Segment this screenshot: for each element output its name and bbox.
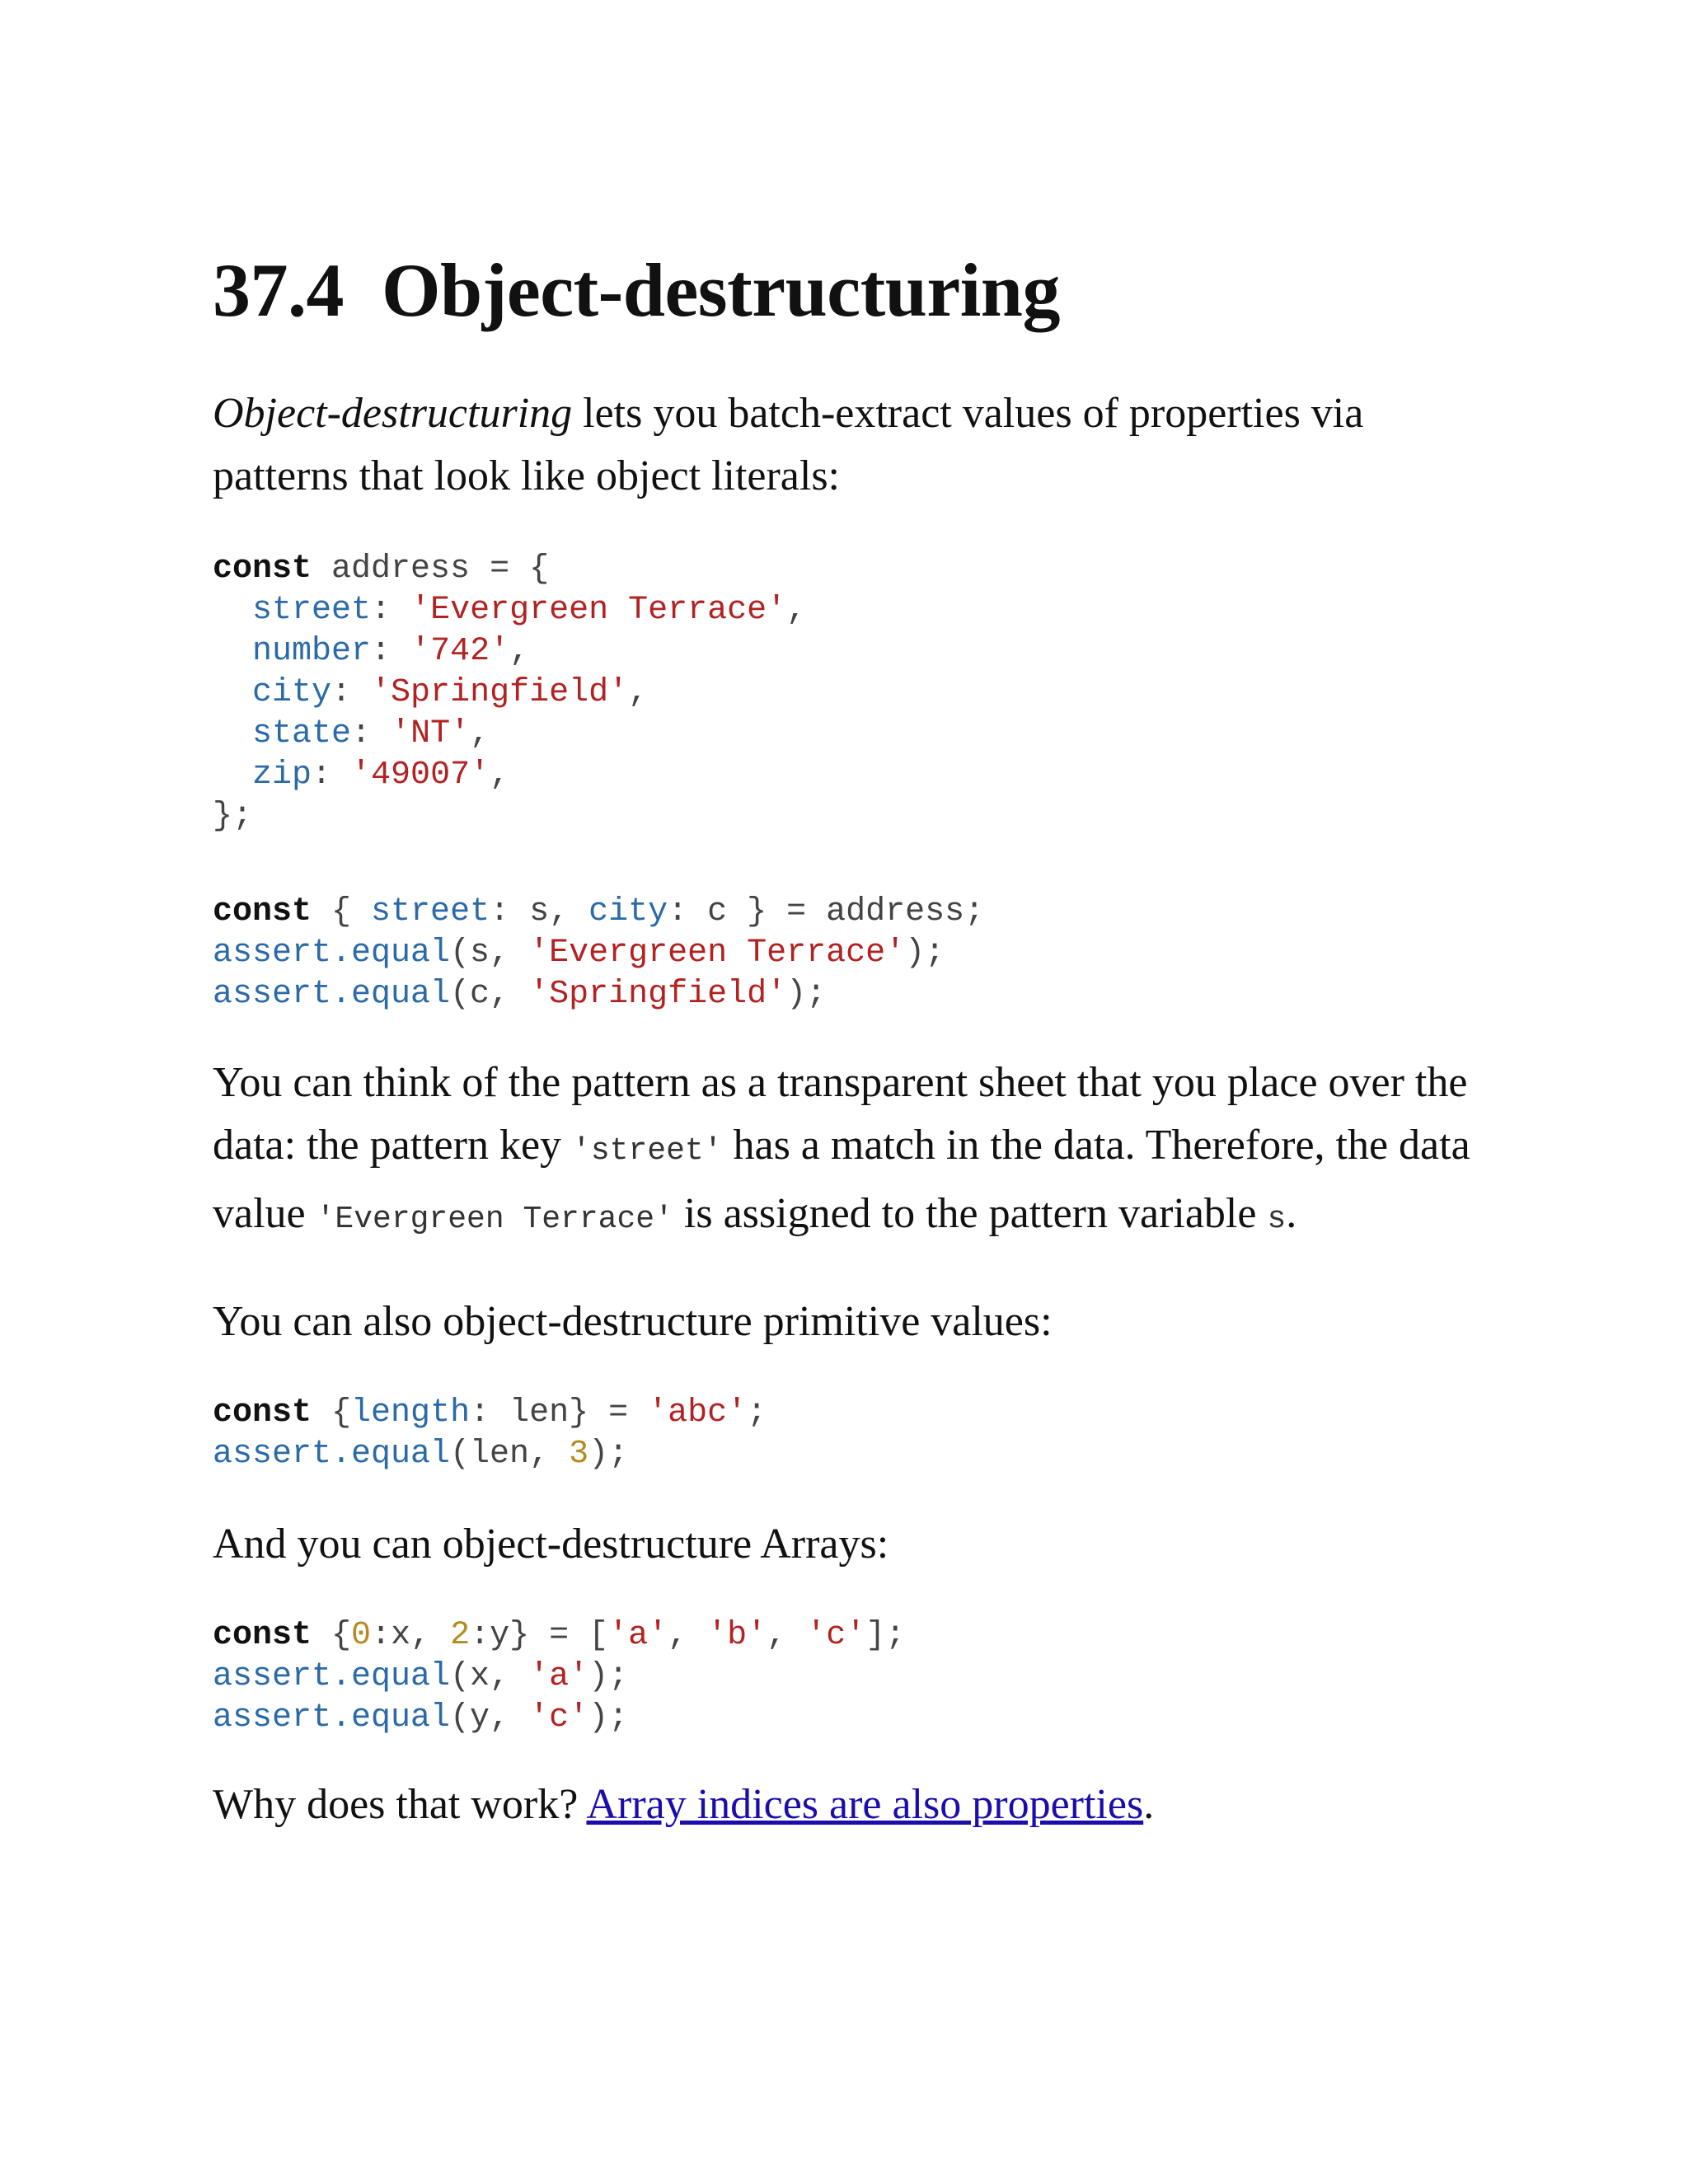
- arrays-paragraph: And you can object-destructure Arrays:: [213, 1520, 889, 1568]
- inline-code: 'street': [572, 1132, 723, 1169]
- code-line: city: 'Springfield',: [252, 673, 649, 711]
- code-line: state: 'NT',: [252, 715, 490, 752]
- code-line: street: 'Evergreen Terrace',: [252, 591, 807, 629]
- code-line: number: '742',: [252, 632, 530, 670]
- code-line: assert.equal(len, 3);: [213, 1435, 629, 1473]
- array-indices-link[interactable]: Array indices are also properties: [586, 1780, 1144, 1828]
- code-block-primitive: [213, 1393, 1482, 1475]
- primitive-paragraph: You can also object-destructure primitive values:: [213, 1297, 1053, 1345]
- code-line: const {0:x, 2:y} = ['a', 'b', 'c'];: [213, 1616, 906, 1654]
- document-page: [213, 247, 1482, 1836]
- code-line: const { street: s, city: c } = address;: [213, 893, 985, 930]
- section-title: Object-destructuring: [382, 248, 1060, 332]
- code-line: assert.equal(s, 'Evergreen Terrace');: [213, 934, 945, 972]
- explanation-paragraph: You can think of the pattern as a transparent sheet that you place over the data: the pattern key 'street' has a match in the data. Therefore, the data value 'Evergreen Terrace' is assigned to the pattern variable s.: [213, 1058, 1470, 1237]
- section-heading: [213, 247, 1482, 335]
- intro-term: Object-destructuring: [213, 389, 573, 437]
- code-block-destructure: [213, 892, 1482, 1015]
- code-block-address: [213, 549, 1482, 837]
- code-line: const {length: len} = 'abc';: [213, 1394, 767, 1432]
- code-line: assert.equal(y, 'c');: [213, 1699, 629, 1736]
- code-line: const address = {: [213, 550, 550, 588]
- section-number: 37.4: [213, 248, 344, 332]
- intro-text: lets you batch-extract values of properties via patterns that look like object literals:: [213, 389, 1364, 499]
- code-line: assert.equal(c, 'Springfield');: [213, 975, 827, 1013]
- why-paragraph: Why does that work? Array indices are also properties.: [213, 1780, 1155, 1828]
- code-line: zip: '49007',: [252, 756, 510, 794]
- intro-paragraph: [213, 382, 1482, 508]
- code-block-arrays: [213, 1615, 1482, 1739]
- code-line: assert.equal(x, 'a');: [213, 1657, 629, 1695]
- inline-code: 'Evergreen Terrace': [316, 1201, 673, 1237]
- inline-code: s: [1267, 1201, 1287, 1237]
- code-line: };: [213, 797, 253, 835]
